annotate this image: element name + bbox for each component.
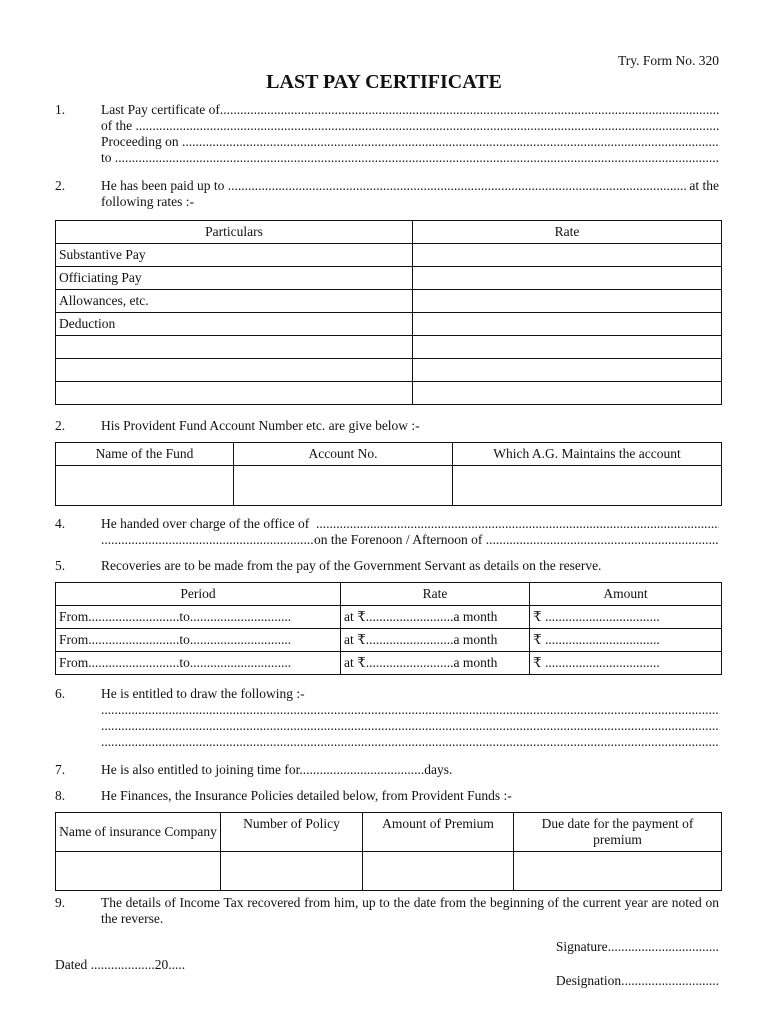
insurance-company-cell[interactable] [56,852,221,891]
row-label: Deduction [56,313,413,336]
item-2 [55,178,719,212]
item-6 [55,686,719,752]
item-number: 7. [55,762,66,777]
policy-number-cell[interactable] [221,852,363,891]
amount-cell[interactable]: ₹ .................................. [530,606,722,629]
signature-field[interactable]: Signature................................. [555,939,719,954]
row-label[interactable] [56,382,413,405]
item-5 [55,558,719,574]
rate-cell[interactable] [413,244,722,267]
of-the-label: of the [101,118,136,133]
income-tax-text: The details of Income Tax recovered from him, up to the date from the beginning of the current year are noted on the reverse. [101,895,719,926]
item-number: 6. [55,686,66,701]
entitled-draw-text: He is entitled to draw the following :- [101,686,305,701]
item-1 [55,102,719,168]
premium-amount-cell[interactable] [363,852,514,891]
due-date-cell[interactable] [514,852,722,891]
entitlement-line[interactable] [101,734,719,750]
row-label: Allowances, etc. [56,290,413,313]
forenoon-label: on the Forenoon / Afternoon of [314,532,486,547]
rate-cell[interactable] [413,336,722,359]
amount-cell[interactable]: ₹ .................................. [530,629,722,652]
col-due-date: Due date for the payment of premium [514,813,722,852]
item-number: 8. [55,788,66,803]
col-period: Period [56,583,341,606]
to-label: to [101,150,115,165]
item-7 [55,762,719,778]
row-label[interactable] [56,359,413,382]
paid-up-to-label: He has been paid up to [101,178,228,193]
entitlement-line[interactable] [101,702,719,718]
insurance-text: He Finances, the Insurance Policies detailed below, from Provident Funds :- [101,788,512,803]
paid-up-to-line[interactable] [101,178,719,194]
item-pf [55,418,719,434]
rate-cell[interactable]: at ₹..........................a month [341,629,530,652]
fund-name-cell[interactable] [56,466,234,506]
rate-cell[interactable] [413,267,722,290]
col-rate: Rate [341,583,530,606]
item-number: 2. [55,178,66,193]
recovery-table [55,582,722,675]
rate-cell[interactable]: at ₹..........................a month [341,652,530,675]
period-cell[interactable]: From...........................to.............................. [56,606,341,629]
page-title: LAST PAY CERTIFICATE [266,71,502,93]
amount-cell[interactable]: ₹ .................................. [530,652,722,675]
account-no-cell[interactable] [234,466,453,506]
col-insurance-company: Name of insurance Company [56,813,221,852]
handed-over-label: He handed over charge of the office of [101,516,317,531]
form-number: Try. Form No. 320 [617,53,719,68]
pf-text: His Provident Fund Account Number etc. are give below :- [101,418,420,433]
period-cell[interactable]: From...........................to.............................. [56,629,341,652]
col-fund-name: Name of the Fund [56,443,234,466]
rate-cell[interactable] [413,359,722,382]
period-cell[interactable]: From...........................to.............................. [56,652,341,675]
certificate-of-label: Last Pay certificate of [101,102,220,117]
rate-cell[interactable] [413,313,722,336]
item-number: 2. [55,418,66,433]
dated-field[interactable]: Dated ...................20..... [55,957,186,972]
row-label: Officiating Pay [56,267,413,290]
row-label: Substantive Pay [56,244,413,267]
rates-table [55,220,722,405]
to-line[interactable] [101,150,719,166]
joining-time-text[interactable]: He is also entitled to joining time for.....................................days. [101,762,453,777]
col-policy-number: Number of Policy [221,813,363,852]
entitlement-line[interactable] [101,718,719,734]
insurance-table [55,812,722,891]
forenoon-line[interactable] [101,532,719,548]
col-account-no: Account No. [234,443,453,466]
fund-table [55,442,722,506]
row-label[interactable] [56,336,413,359]
certificate-of-line[interactable] [101,102,719,118]
designation-field[interactable]: Designation............................. [555,973,719,988]
col-rate: Rate [413,221,722,244]
rate-cell[interactable] [413,290,722,313]
col-particulars: Particulars [56,221,413,244]
item-number: 5. [55,558,66,573]
col-premium-amount: Amount of Premium [363,813,514,852]
col-amount: Amount [530,583,722,606]
of-the-line[interactable] [101,118,719,134]
item-number: 1. [55,102,66,117]
proceeding-on-label: Proceeding on [101,134,182,149]
item-9 [55,895,719,929]
ag-cell[interactable] [453,466,722,506]
proceeding-on-line[interactable] [101,134,719,150]
item-number: 4. [55,516,66,531]
item-8 [55,788,719,804]
rate-cell[interactable]: at ₹..........................a month [341,606,530,629]
at-the-label: at the [686,178,719,193]
col-ag: Which A.G. Maintains the account [453,443,722,466]
following-rates-label: following rates :- [101,194,194,209]
recoveries-text: Recoveries are to be made from the pay of the Government Servant as details on the reserve. [101,558,602,573]
rate-cell[interactable] [413,382,722,405]
item-4 [55,516,719,550]
handed-over-line[interactable] [101,516,719,532]
item-number: 9. [55,895,66,910]
